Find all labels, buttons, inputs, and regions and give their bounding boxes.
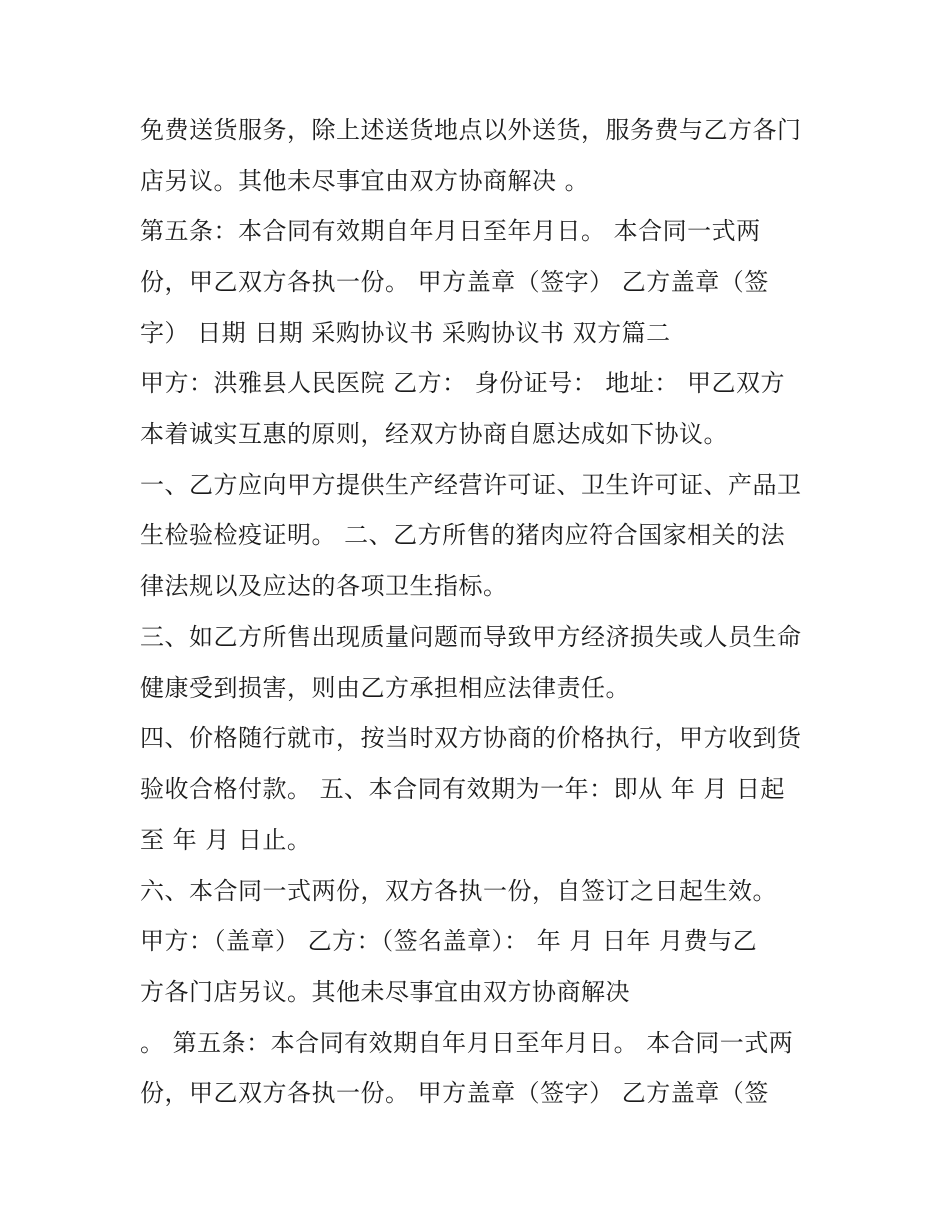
text-line: 方各门店另议。其他未尽事宜由双方协商解决 <box>140 978 630 1006</box>
text-line: 验收合格付款。 五、本合同有效期为一年：即从 年 月 日起 <box>140 775 786 803</box>
text-line: 甲方：洪雅县人民医院 乙方： 身份证号： 地址： 甲乙双方 <box>140 369 786 397</box>
text-line: 六、本合同一式两份，双方各执一份，自签订之日起生效。 <box>140 877 777 905</box>
text-line: 至 年 月 日止。 <box>140 826 312 854</box>
text-line: 一、乙方应向甲方提供生产经营许可证、卫生许可证、产品卫 <box>140 471 802 499</box>
text-line: 三、如乙方所售出现质量问题而导致甲方经济损失或人员生命 <box>140 623 802 651</box>
text-line: 店另议。其他未尽事宜由双方协商解决 。 <box>140 167 590 195</box>
text-line: 。 第五条：本合同有效期自年月日至年月日。 本合同一式两 <box>140 1029 794 1057</box>
text-line: 健康受到损害，则由乙方承担相应法律责任。 <box>140 674 630 702</box>
text-line: 第五条：本合同有效期自年月日至年月日。 本合同一式两 <box>140 217 761 245</box>
text-line: 四、价格随行就市，按当时双方协商的价格执行，甲方收到货 <box>140 724 802 752</box>
text-line: 字） 日期 日期 采购协议书 采购协议书 双方篇二 <box>140 319 671 347</box>
text-line: 本着诚实互惠的原则，经双方协商自愿达成如下协议。 <box>140 420 728 448</box>
text-line: 免费送货服务，除上述送货地点以外送货，服务费与乙方各门 <box>140 116 802 144</box>
text-line: 份，甲乙双方各执一份。 甲方盖章（签字） 乙方盖章（签 <box>140 1079 769 1107</box>
text-line: 份，甲乙双方各执一份。 甲方盖章（签字） 乙方盖章（签 <box>140 268 769 296</box>
text-line: 生检验检疫证明。 二、乙方所售的猪肉应符合国家相关的法 <box>140 521 786 549</box>
text-line: 律法规以及应达的各项卫生指标。 <box>140 572 508 600</box>
text-line: 甲方：（盖章） 乙方：（签名盖章）： 年 月 日年 月费与乙 <box>140 927 758 955</box>
